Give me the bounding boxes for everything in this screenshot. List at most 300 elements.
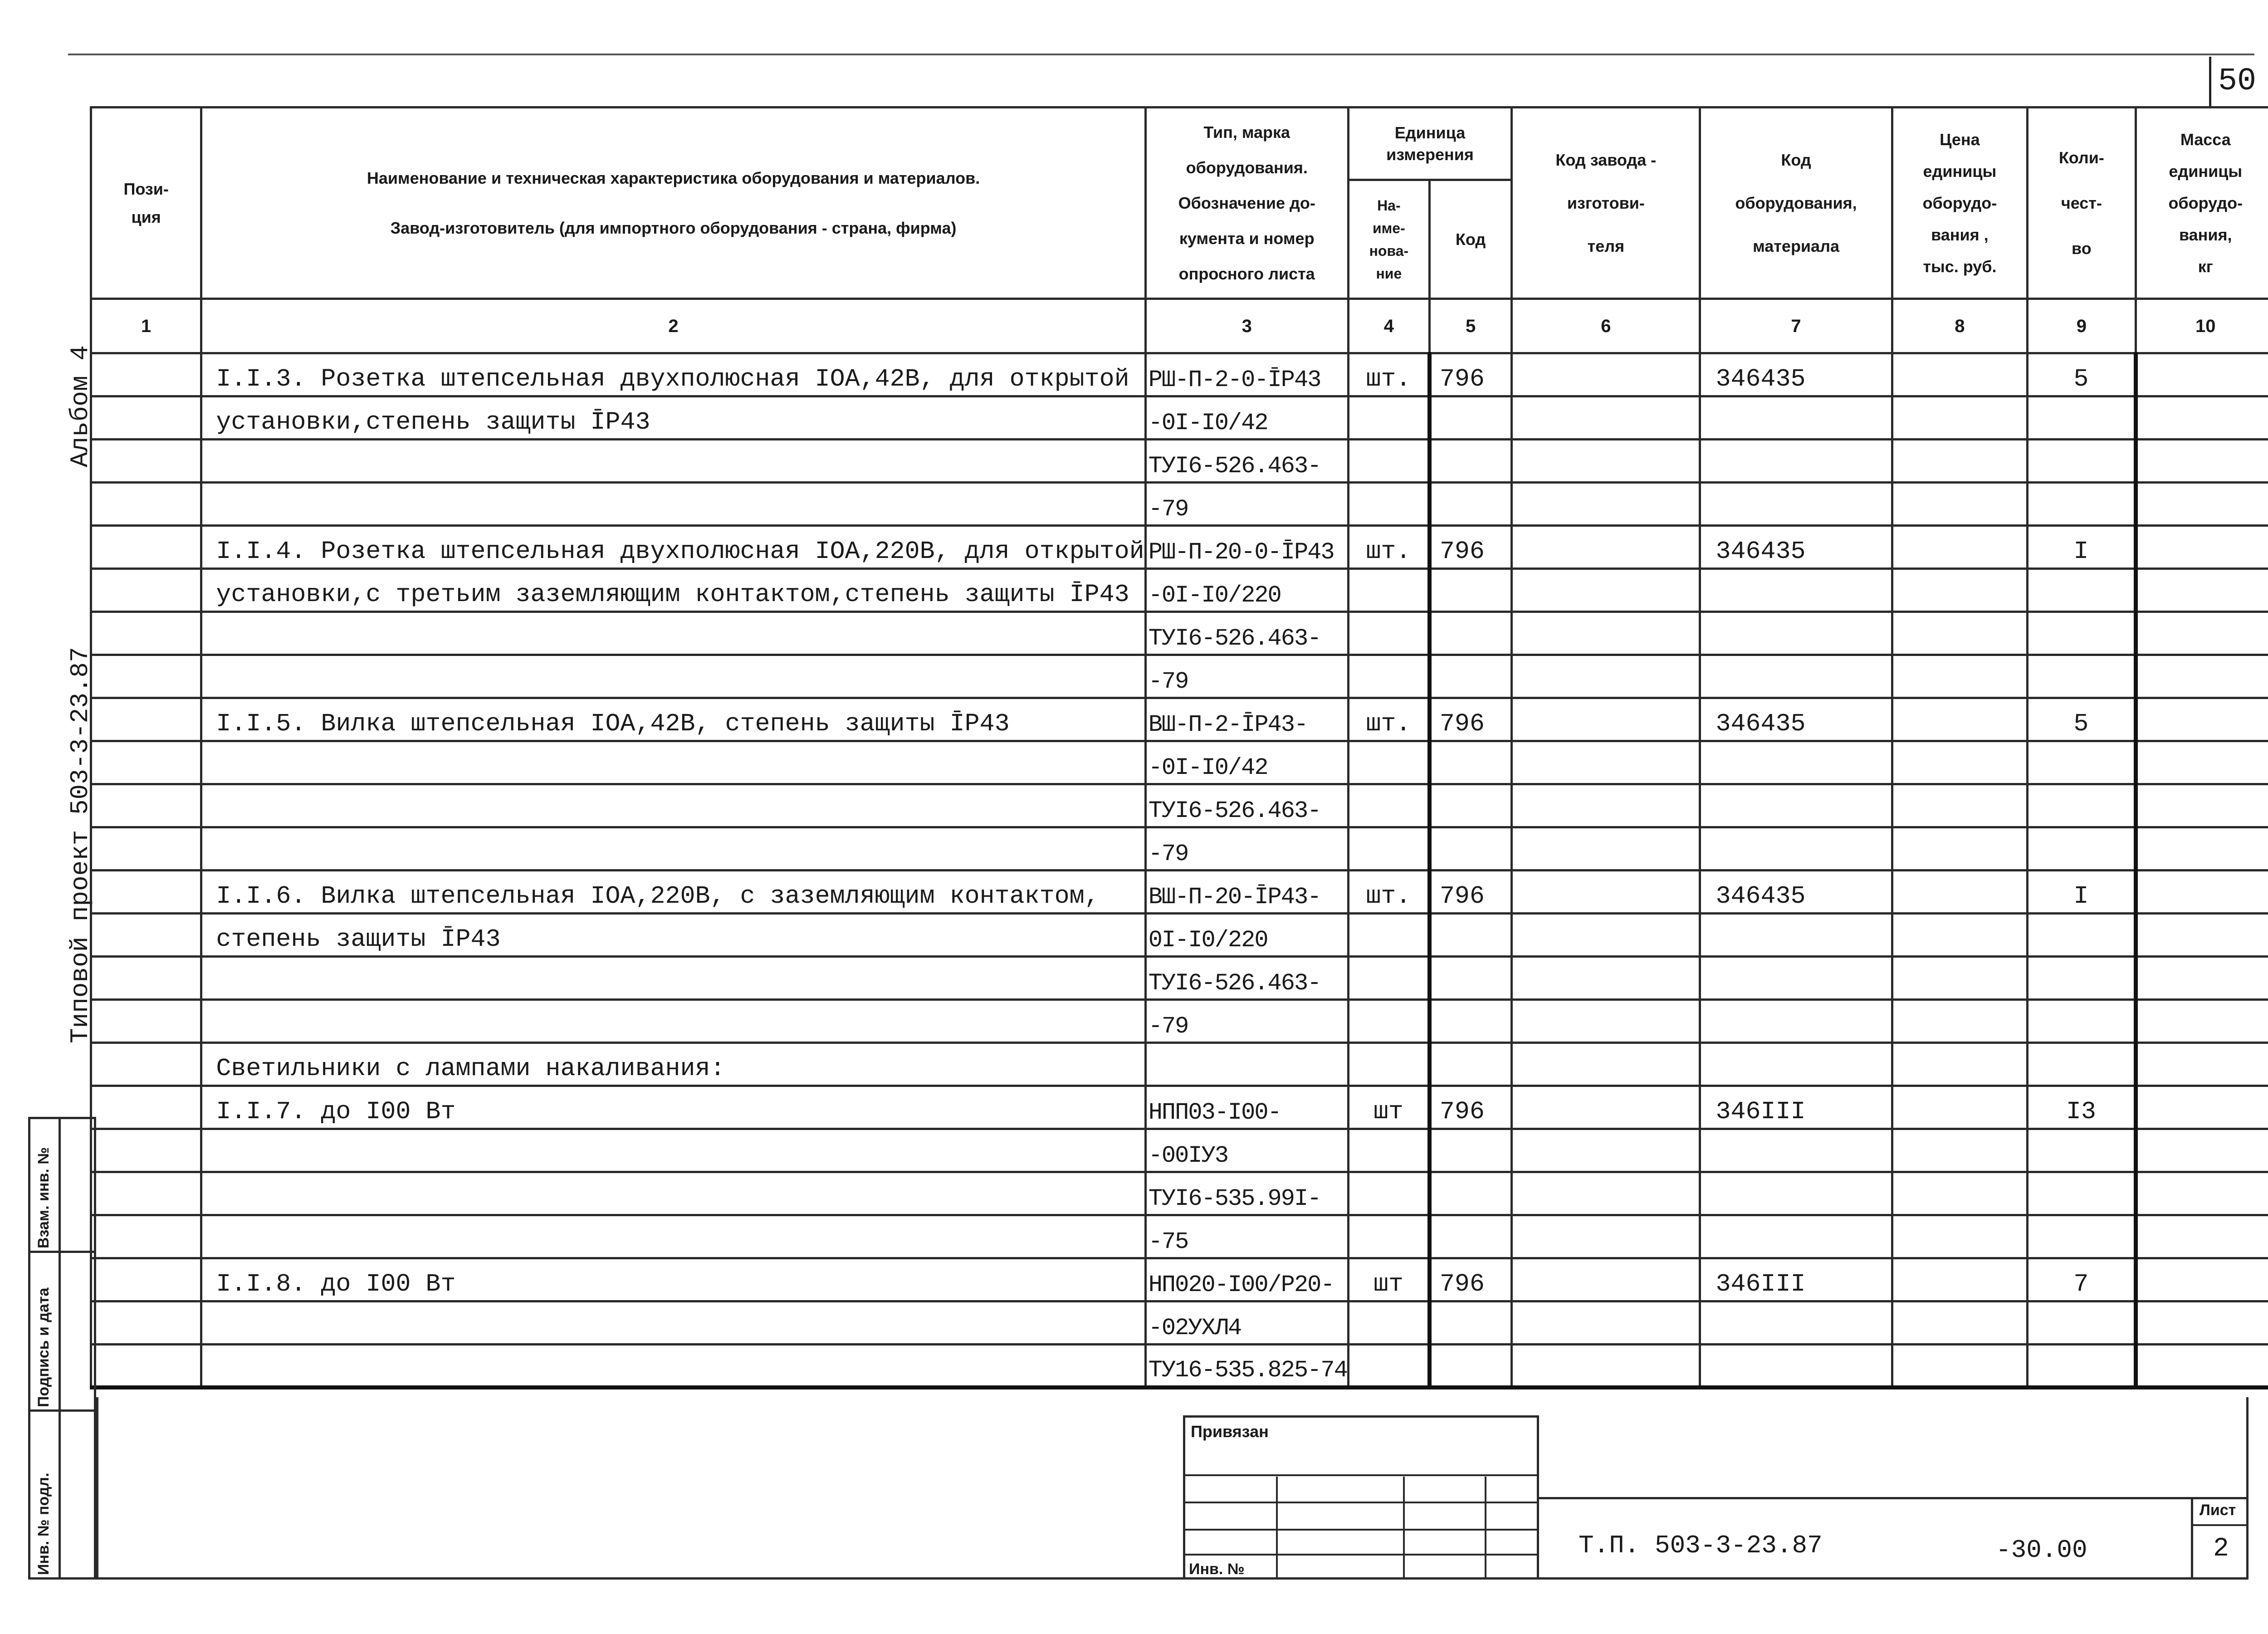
mass-cell — [2136, 698, 2268, 741]
item-type-cell: -79 — [1145, 1000, 1348, 1043]
unit-name-cell — [1348, 396, 1429, 440]
unit-name-cell — [1348, 1301, 1429, 1345]
unit-code-cell — [1429, 957, 1511, 1000]
price-cell — [1892, 655, 2027, 698]
table-row — [91, 914, 2268, 957]
sheet-number: 2 — [2213, 1534, 2229, 1564]
item-name-cell — [201, 741, 1145, 784]
item-type-cell: -02УХЛ4 — [1145, 1301, 1348, 1345]
quantity-cell: I — [2028, 871, 2136, 914]
document-suffix: -30.00 — [1996, 1536, 2087, 1565]
position-cell — [91, 1345, 201, 1388]
item-name-cell — [201, 1215, 1145, 1258]
unit-code-cell — [1429, 1172, 1511, 1215]
table-row — [91, 483, 2268, 526]
item-type-cell: ТУI6-526.463- — [1145, 957, 1348, 1000]
item-type-cell — [1145, 1043, 1348, 1086]
price-cell — [1892, 1129, 2027, 1172]
table-row — [91, 353, 2268, 396]
mass-cell — [2136, 914, 2268, 957]
unit-name-cell — [1348, 655, 1429, 698]
mass-cell — [2136, 741, 2268, 784]
mass-cell — [2136, 1086, 2268, 1129]
price-cell — [1892, 396, 2027, 440]
quantity-cell — [2028, 914, 2136, 957]
column-number: 4 — [1348, 299, 1429, 353]
equipment-code-cell: 346435 — [1700, 698, 1892, 741]
mass-cell — [2136, 1000, 2268, 1043]
unit-code-cell — [1429, 1301, 1511, 1345]
equipment-code-cell — [1700, 440, 1892, 483]
quantity-cell — [2028, 483, 2136, 526]
table-row — [91, 1000, 2268, 1043]
factory-code-cell — [1512, 1000, 1700, 1043]
position-cell — [91, 440, 201, 483]
factory-code-cell — [1512, 1172, 1700, 1215]
factory-code-cell — [1512, 440, 1700, 483]
stamp-label-replaced-inv: Взам. инв. № — [35, 1147, 52, 1248]
position-cell — [91, 871, 201, 914]
quantity-cell — [2028, 1129, 2136, 1172]
item-type-cell: ТУI6-535.99I- — [1145, 1172, 1348, 1215]
price-cell — [1892, 1172, 2027, 1215]
quantity-cell — [2028, 1301, 2136, 1345]
equipment-code-cell: 346III — [1700, 1086, 1892, 1129]
column-number: 10 — [2136, 299, 2268, 353]
factory-code-cell — [1512, 957, 1700, 1000]
quantity-cell — [2028, 440, 2136, 483]
specification-table — [90, 106, 2268, 1389]
equipment-code-cell — [1700, 1301, 1892, 1345]
item-name-cell — [201, 1301, 1145, 1345]
position-cell — [91, 1000, 201, 1043]
quantity-cell — [2028, 741, 2136, 784]
unit-code-cell — [1429, 396, 1511, 440]
item-type-cell: -0I-I0/42 — [1145, 741, 1348, 784]
item-type-cell: -79 — [1145, 483, 1348, 526]
quantity-cell — [2028, 1172, 2136, 1215]
unit-code-cell — [1429, 655, 1511, 698]
quantity-cell: I3 — [2028, 1086, 2136, 1129]
quantity-cell — [2028, 612, 2136, 655]
item-type-cell: ВШ-П-20-ĪР43- — [1145, 871, 1348, 914]
factory-code-cell — [1512, 1129, 1700, 1172]
factory-code-cell — [1512, 483, 1700, 526]
unit-name-cell — [1348, 784, 1429, 827]
position-cell — [91, 784, 201, 827]
price-cell — [1892, 440, 2027, 483]
item-type-cell: ТУ16-535.825-74 — [1145, 1345, 1348, 1388]
equipment-code-cell — [1700, 957, 1892, 1000]
header-factory-code: Код завода - изготови- теля — [1512, 108, 1700, 299]
price-cell — [1892, 1345, 2027, 1388]
quantity-cell: I — [2028, 526, 2136, 569]
table-row — [91, 827, 2268, 871]
equipment-code-cell — [1700, 569, 1892, 612]
unit-code-cell — [1429, 914, 1511, 957]
unit-code-cell: 796 — [1429, 871, 1511, 914]
unit-code-cell: 796 — [1429, 526, 1511, 569]
binding-stamp — [1183, 1415, 1539, 1580]
item-name-cell: I.I.3. Розетка штепсельная двухполюсная IOA,42B, для открытой — [201, 353, 1145, 396]
sheet-box — [2191, 1497, 2248, 1580]
quantity-cell — [2028, 1345, 2136, 1388]
page-number-mark — [2209, 57, 2211, 107]
factory-code-cell — [1512, 1345, 1700, 1388]
price-cell — [1892, 526, 2027, 569]
equipment-code-cell — [1700, 1345, 1892, 1388]
item-type-cell: ТУI6-526.463- — [1145, 440, 1348, 483]
mass-cell — [2136, 1129, 2268, 1172]
item-name-cell — [201, 784, 1145, 827]
table-row — [91, 396, 2268, 440]
mass-cell — [2136, 827, 2268, 871]
item-name-cell: I.I.4. Розетка штепсельная двухполюсная IOA,220B, для открытой — [201, 526, 1145, 569]
column-number: 1 — [91, 299, 201, 353]
equipment-code-cell — [1700, 483, 1892, 526]
header-type: Тип, марка оборудования. Обозначение до- кумента и номер опросного листа — [1145, 108, 1348, 299]
item-type-cell: РШ-П-2-0-ĪР43 — [1145, 353, 1348, 396]
unit-name-cell: шт. — [1348, 871, 1429, 914]
equipment-code-cell — [1700, 1000, 1892, 1043]
quantity-cell: 7 — [2028, 1258, 2136, 1301]
factory-code-cell — [1512, 569, 1700, 612]
unit-name-cell — [1348, 1000, 1429, 1043]
unit-code-cell — [1429, 1345, 1511, 1388]
item-type-cell: ТУI6-526.463- — [1145, 784, 1348, 827]
position-cell — [91, 741, 201, 784]
equipment-code-cell — [1700, 612, 1892, 655]
table-row — [91, 612, 2268, 655]
price-cell — [1892, 1301, 2027, 1345]
table-row — [91, 1215, 2268, 1258]
item-name-cell: установки,с третьим заземляющим контактом,степень защиты ĪР43 — [201, 569, 1145, 612]
unit-name-cell — [1348, 440, 1429, 483]
price-cell — [1892, 914, 2027, 957]
quantity-cell — [2028, 827, 2136, 871]
equipment-code-cell — [1700, 655, 1892, 698]
unit-code-cell — [1429, 612, 1511, 655]
position-cell — [91, 526, 201, 569]
item-name-cell — [201, 1172, 1145, 1215]
table-row — [91, 1258, 2268, 1301]
mass-cell — [2136, 440, 2268, 483]
stamp-label-signature-date: Подпись и дата — [35, 1287, 52, 1407]
table-row — [91, 784, 2268, 827]
unit-code-cell: 796 — [1429, 1086, 1511, 1129]
header-mass: Масса единицы оборудо- вания, кг — [2136, 108, 2268, 299]
factory-code-cell — [1512, 1215, 1700, 1258]
header-unit-group: Единица измерения — [1348, 108, 1511, 180]
price-cell — [1892, 1000, 2027, 1043]
quantity-cell — [2028, 1043, 2136, 1086]
table-row — [91, 957, 2268, 1000]
unit-name-cell: шт — [1348, 1258, 1429, 1301]
price-cell — [1892, 1086, 2027, 1129]
price-cell — [1892, 827, 2027, 871]
position-cell — [91, 353, 201, 396]
factory-code-cell — [1512, 784, 1700, 827]
item-name-cell — [201, 957, 1145, 1000]
mass-cell — [2136, 612, 2268, 655]
equipment-code-cell — [1700, 827, 1892, 871]
page-number: 50 — [2218, 64, 2257, 99]
factory-code-cell — [1512, 612, 1700, 655]
price-cell — [1892, 483, 2027, 526]
equipment-code-cell — [1700, 914, 1892, 957]
item-name-cell — [201, 1129, 1145, 1172]
position-cell — [91, 1215, 201, 1258]
equipment-code-cell — [1700, 1172, 1892, 1215]
quantity-cell — [2028, 957, 2136, 1000]
mass-cell — [2136, 1043, 2268, 1086]
item-type-cell: ВШ-П-2-ĪР43- — [1145, 698, 1348, 741]
top-border-line — [68, 54, 2254, 55]
price-cell — [1892, 353, 2027, 396]
position-cell — [91, 483, 201, 526]
item-name-cell: I.I.5. Вилка штепсельная IOA,42B, степень защиты ĪР43 — [201, 698, 1145, 741]
item-name-cell — [201, 827, 1145, 871]
item-name-cell — [201, 1345, 1145, 1388]
mass-cell — [2136, 957, 2268, 1000]
unit-code-cell: 796 — [1429, 353, 1511, 396]
item-type-cell: ТУI6-526.463- — [1145, 612, 1348, 655]
price-cell — [1892, 1215, 2027, 1258]
unit-name-cell — [1348, 914, 1429, 957]
unit-code-cell — [1429, 1129, 1511, 1172]
unit-name-cell: шт. — [1348, 698, 1429, 741]
factory-code-cell — [1512, 526, 1700, 569]
unit-name-cell — [1348, 483, 1429, 526]
unit-name-cell — [1348, 1215, 1429, 1258]
header-price: Цена единицы оборудо- вания , тыс. руб. — [1892, 108, 2027, 299]
mass-cell — [2136, 526, 2268, 569]
quantity-cell — [2028, 1000, 2136, 1043]
document-number: Т.П. 503-3-23.87 — [1579, 1531, 1823, 1560]
unit-code-cell — [1429, 569, 1511, 612]
stamp-title: Привязан — [1191, 1422, 1269, 1441]
bottom-frame — [96, 1397, 2248, 1580]
mass-cell — [2136, 569, 2268, 612]
project-side-label: Типовой проект 503-3-23.87 — [66, 647, 95, 1043]
item-type-cell: -00IУ3 — [1145, 1129, 1348, 1172]
column-number: 9 — [2028, 299, 2136, 353]
unit-name-cell: шт. — [1348, 353, 1429, 396]
table-row — [91, 871, 2268, 914]
unit-name-cell: шт. — [1348, 526, 1429, 569]
unit-name-cell — [1348, 569, 1429, 612]
price-cell — [1892, 784, 2027, 827]
item-type-cell: -0I-I0/220 — [1145, 569, 1348, 612]
item-name-cell: I.I.8. до I00 Вт — [201, 1258, 1145, 1301]
factory-code-cell — [1512, 914, 1700, 957]
position-cell — [91, 698, 201, 741]
factory-code-cell — [1512, 1086, 1700, 1129]
factory-code-cell — [1512, 871, 1700, 914]
equipment-code-cell: 346435 — [1700, 353, 1892, 396]
header-quantity: Коли- чест- во — [2028, 108, 2136, 299]
quantity-cell: 5 — [2028, 353, 2136, 396]
unit-code-cell — [1429, 483, 1511, 526]
position-cell — [91, 1086, 201, 1129]
table-row — [91, 1301, 2268, 1345]
album-side-label: Альбом 4 — [66, 345, 95, 467]
unit-code-cell — [1429, 827, 1511, 871]
item-name-cell — [201, 440, 1145, 483]
equipment-code-cell — [1700, 1129, 1892, 1172]
item-type-cell: -79 — [1145, 827, 1348, 871]
equipment-code-cell: 346435 — [1700, 526, 1892, 569]
unit-code-cell — [1429, 1043, 1511, 1086]
position-cell — [91, 396, 201, 440]
item-name-cell — [201, 612, 1145, 655]
column-number: 7 — [1700, 299, 1892, 353]
column-number: 3 — [1145, 299, 1348, 353]
equipment-code-cell — [1700, 396, 1892, 440]
unit-name-cell — [1348, 741, 1429, 784]
item-type-cell: 0I-I0/220 — [1145, 914, 1348, 957]
position-cell — [91, 1258, 201, 1301]
item-type-cell: -79 — [1145, 655, 1348, 698]
position-cell — [91, 1301, 201, 1345]
item-name-cell: I.I.7. до I00 Вт — [201, 1086, 1145, 1129]
position-cell — [91, 1129, 201, 1172]
unit-code-cell — [1429, 784, 1511, 827]
factory-code-cell — [1512, 1258, 1700, 1301]
table-row — [91, 569, 2268, 612]
equipment-code-cell — [1700, 741, 1892, 784]
equipment-code-cell: 346435 — [1700, 871, 1892, 914]
header-unit-name: На- име- нова- ние — [1348, 180, 1429, 299]
factory-code-cell — [1512, 396, 1700, 440]
item-type-cell: -75 — [1145, 1215, 1348, 1258]
mass-cell — [2136, 1172, 2268, 1215]
table-row — [91, 1086, 2268, 1129]
title-block-line — [1539, 1497, 2248, 1499]
item-name-cell: установки,степень защиты ĪР43 — [201, 396, 1145, 440]
factory-code-cell — [1512, 353, 1700, 396]
position-cell — [91, 655, 201, 698]
position-cell — [91, 1172, 201, 1215]
unit-name-cell — [1348, 1129, 1429, 1172]
stamp-label-original-inv: Инв. № подл. — [35, 1473, 52, 1575]
factory-code-cell — [1512, 1043, 1700, 1086]
header-position: Пози- ция — [91, 108, 201, 299]
unit-code-cell: 796 — [1429, 1258, 1511, 1301]
mass-cell — [2136, 1345, 2268, 1388]
price-cell — [1892, 957, 2027, 1000]
mass-cell — [2136, 396, 2268, 440]
quantity-cell — [2028, 1215, 2136, 1258]
unit-code-cell: 796 — [1429, 698, 1511, 741]
item-type-cell: -0I-I0/42 — [1145, 396, 1348, 440]
price-cell — [1892, 1043, 2027, 1086]
item-name-cell: Светильники с лампами накаливания: — [201, 1043, 1145, 1086]
table-row — [91, 1172, 2268, 1215]
equipment-code-cell — [1700, 784, 1892, 827]
factory-code-cell — [1512, 698, 1700, 741]
price-cell — [1892, 612, 2027, 655]
position-cell — [91, 914, 201, 957]
equipment-code-cell — [1700, 1043, 1892, 1086]
table-row — [91, 440, 2268, 483]
table-row — [91, 1043, 2268, 1086]
position-cell — [91, 612, 201, 655]
mass-cell — [2136, 655, 2268, 698]
factory-code-cell — [1512, 741, 1700, 784]
equipment-code-cell — [1700, 1215, 1892, 1258]
unit-code-cell — [1429, 1000, 1511, 1043]
item-name-cell — [201, 1000, 1145, 1043]
sheet-label: Лист — [2200, 1502, 2236, 1519]
column-number: 2 — [201, 299, 1145, 353]
unit-name-cell — [1348, 1043, 1429, 1086]
mass-cell — [2136, 784, 2268, 827]
quantity-cell — [2028, 569, 2136, 612]
item-type-cell: НПП03-I00- — [1145, 1086, 1348, 1129]
item-name-cell — [201, 483, 1145, 526]
table-row — [91, 655, 2268, 698]
quantity-cell: 5 — [2028, 698, 2136, 741]
header-name: Наименование и техническая характеристика оборудования и материалов. Завод-изготовитель (для импортного оборудования - страна, фирма) — [201, 108, 1145, 299]
item-name-cell — [201, 655, 1145, 698]
left-approval-stamp — [28, 1117, 96, 1580]
table-row — [91, 1129, 2268, 1172]
position-cell — [91, 1043, 201, 1086]
mass-cell — [2136, 1258, 2268, 1301]
price-cell — [1892, 741, 2027, 784]
price-cell — [1892, 569, 2027, 612]
mass-cell — [2136, 1301, 2268, 1345]
item-name-cell: I.I.6. Вилка штепсельная IOA,220B, с заземляющим контактом, — [201, 871, 1145, 914]
unit-code-cell — [1429, 741, 1511, 784]
price-cell — [1892, 698, 2027, 741]
price-cell — [1892, 1258, 2027, 1301]
unit-name-cell — [1348, 612, 1429, 655]
item-type-cell: РШ-П-20-0-ĪР43 — [1145, 526, 1348, 569]
table-row — [91, 526, 2268, 569]
table-row — [91, 698, 2268, 741]
factory-code-cell — [1512, 655, 1700, 698]
unit-code-cell — [1429, 1215, 1511, 1258]
item-type-cell: НП020-I00/Р20- — [1145, 1258, 1348, 1301]
unit-name-cell — [1348, 1345, 1429, 1388]
table-row — [91, 1345, 2268, 1388]
unit-code-cell — [1429, 440, 1511, 483]
mass-cell — [2136, 483, 2268, 526]
mass-cell — [2136, 871, 2268, 914]
header-equipment-code: Код оборудования, материала — [1700, 108, 1892, 299]
item-name-cell: степень защиты ĪР43 — [201, 914, 1145, 957]
price-cell — [1892, 871, 2027, 914]
equipment-code-cell: 346III — [1700, 1258, 1892, 1301]
stamp-inv-label: Инв. № — [1189, 1561, 1245, 1578]
unit-name-cell: шт — [1348, 1086, 1429, 1129]
table-row — [91, 741, 2268, 784]
column-number: 6 — [1512, 299, 1700, 353]
unit-name-cell — [1348, 1172, 1429, 1215]
position-cell — [91, 569, 201, 612]
quantity-cell — [2028, 784, 2136, 827]
position-cell — [91, 957, 201, 1000]
unit-name-cell — [1348, 827, 1429, 871]
column-number: 8 — [1892, 299, 2027, 353]
quantity-cell — [2028, 396, 2136, 440]
header-unit-code: Код — [1429, 180, 1511, 299]
quantity-cell — [2028, 655, 2136, 698]
factory-code-cell — [1512, 827, 1700, 871]
mass-cell — [2136, 1215, 2268, 1258]
